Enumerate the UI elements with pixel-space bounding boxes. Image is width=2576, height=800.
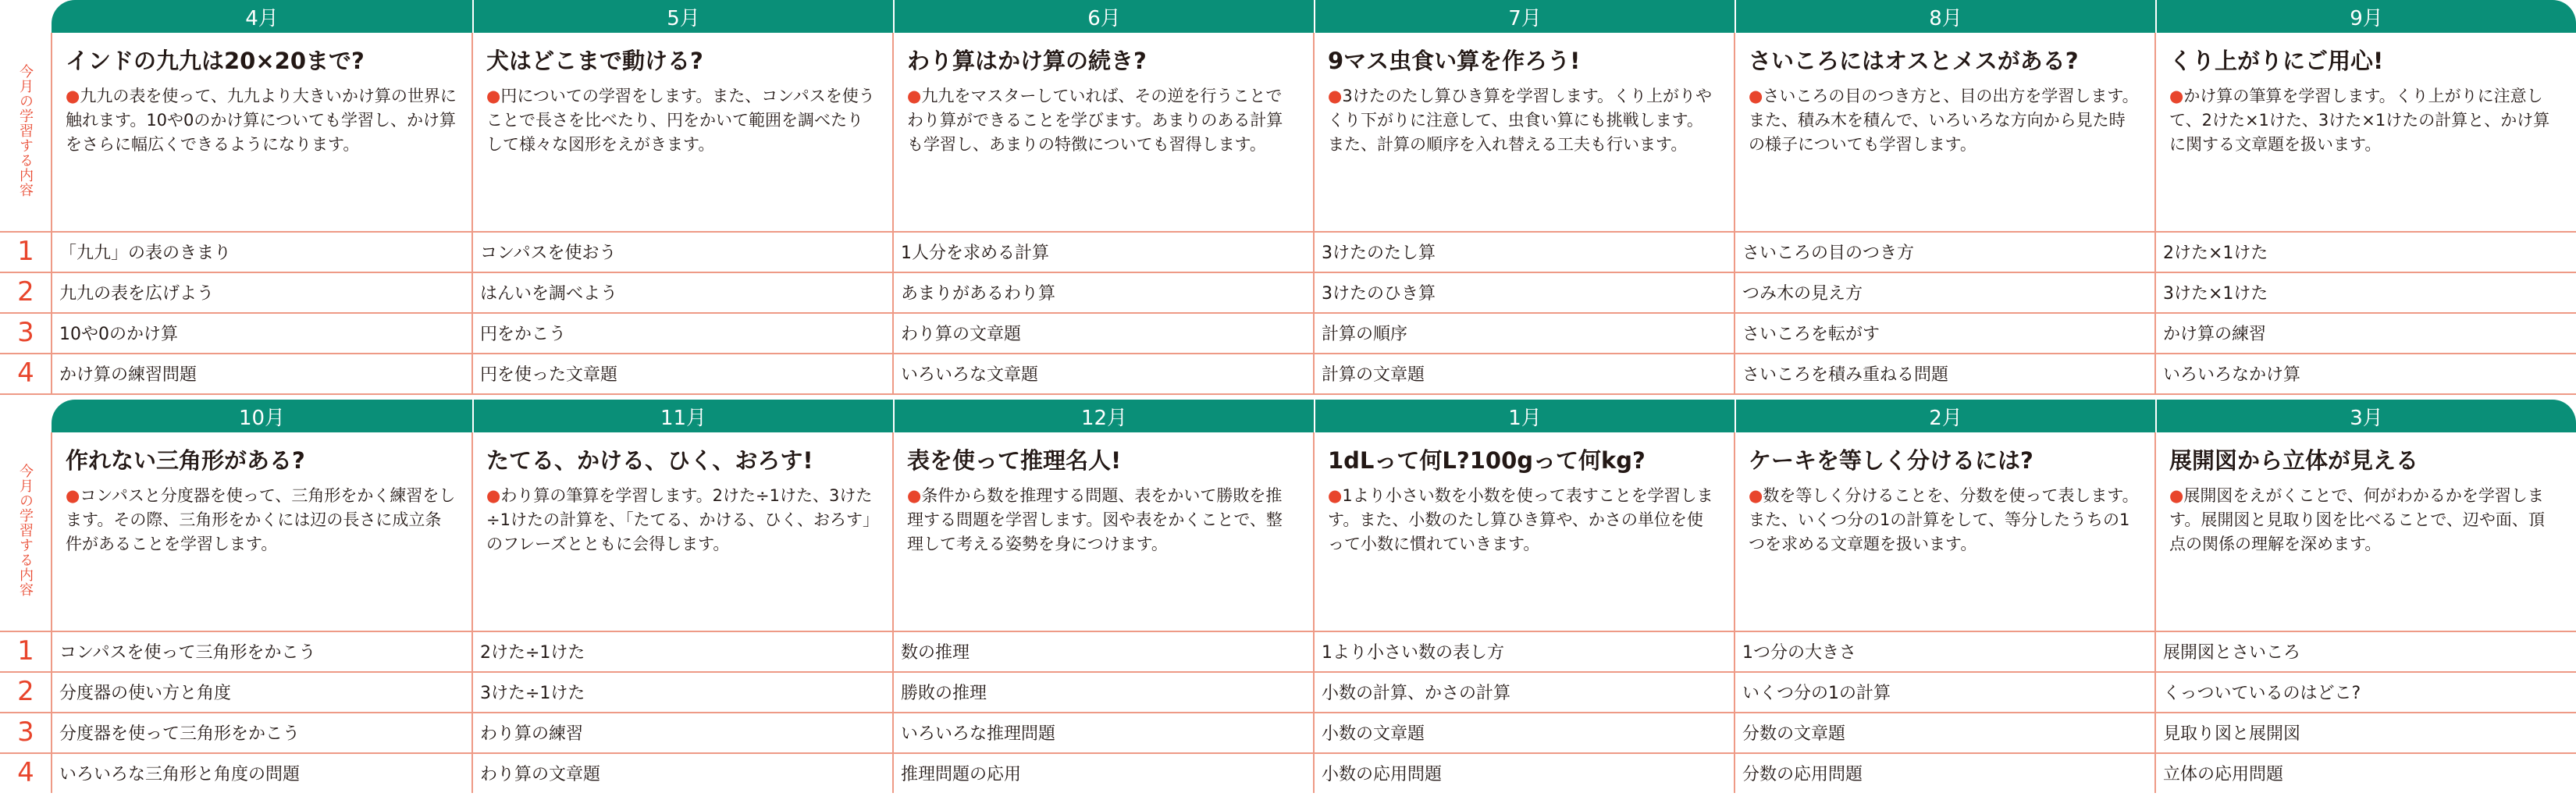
month-header: 6月 xyxy=(893,0,1314,33)
lesson-item: 小数の応用問題 xyxy=(1322,764,1443,784)
month-content xyxy=(2155,33,2576,231)
lesson-item: 数の推理 xyxy=(901,642,970,663)
lesson-title: くり上がりにご用心! xyxy=(2169,48,2384,74)
side-label xyxy=(8,33,42,228)
lesson-item: 分度器の使い方と角度 xyxy=(59,683,232,703)
bullet-icon: ● xyxy=(1749,87,1763,105)
month-content xyxy=(52,432,472,631)
row-number: 1 xyxy=(17,236,34,267)
lesson-description xyxy=(1328,484,1719,556)
lesson-description xyxy=(66,84,457,157)
lesson-item: いくつ分の1の計算 xyxy=(1742,683,1891,703)
lesson-item: いろいろな文章題 xyxy=(901,364,1039,385)
bullet-icon: ● xyxy=(66,486,80,505)
lesson-item: 3けた÷1けた xyxy=(480,683,585,703)
month-content xyxy=(1314,432,1735,631)
month-header: 5月 xyxy=(472,0,893,33)
lesson-title: たてる、かける、ひく、おろす! xyxy=(486,447,813,474)
row-number: 3 xyxy=(17,716,34,748)
lesson-item: 1より小さい数の表し方 xyxy=(1322,642,1504,663)
month-header: 12月 xyxy=(893,400,1314,432)
lesson-item: 3けたのたし算 xyxy=(1322,243,1436,263)
lesson-item: 九九の表を広げよう xyxy=(59,283,215,304)
lesson-item: わり算の文章題 xyxy=(480,764,601,784)
lesson-title: 展開図から立体が見える xyxy=(2169,447,2419,474)
lesson-item: 円を使った文章題 xyxy=(480,364,618,385)
lesson-item: 計算の文章題 xyxy=(1322,364,1425,385)
row-number: 2 xyxy=(17,276,34,308)
bullet-icon: ● xyxy=(66,87,80,105)
lesson-description-text: 円についての学習をします。また、コンパスを使うことで長さを比べたり、円をかいて範囲を調べたりして様々な図形をえがきます。 xyxy=(486,87,875,154)
month-header: 1月 xyxy=(1314,400,1735,432)
lesson-item: 3けたのひき算 xyxy=(1322,283,1436,304)
month-content xyxy=(472,33,893,231)
lesson-item: くっついているのはどこ? xyxy=(2163,683,2361,703)
lesson-item: さいころを転がす xyxy=(1742,324,1880,344)
lesson-description xyxy=(1749,484,2140,556)
lesson-item: 小数の文章題 xyxy=(1322,724,1425,744)
month-content xyxy=(1314,33,1735,231)
lesson-description xyxy=(486,84,877,157)
lesson-item: 3けた×1けた xyxy=(2163,283,2268,304)
row-number: 2 xyxy=(17,676,34,707)
bullet-icon: ● xyxy=(1328,486,1343,505)
lesson-title: ケーキを等しく分けるには? xyxy=(1749,447,2033,474)
lesson-description-text: 展開図をえがくことで、何がわかるかを学習します。展開図と見取り図を比べることで、辺や面、頂点の関係の理解を深めます。 xyxy=(2169,486,2545,553)
bullet-icon: ● xyxy=(2169,87,2184,105)
lesson-description xyxy=(907,484,1298,556)
lesson-item: 展開図とさいころ xyxy=(2163,642,2301,663)
row-number: 4 xyxy=(17,757,34,788)
lesson-title: 9マス虫食い算を作ろう! xyxy=(1328,48,1581,74)
lesson-item: 分度器を使って三角形をかこう xyxy=(59,724,301,744)
lesson-item: さいころを積み重ねる問題 xyxy=(1742,364,1949,385)
month-content xyxy=(472,432,893,631)
side-label xyxy=(8,432,42,628)
lesson-description xyxy=(486,484,877,556)
lesson-description-text: 条件から数を推理する問題、表をかいて勝敗を推理する問題を学習します。図や表をかくことで、整理して考える姿勢を身につけます。 xyxy=(907,486,1283,553)
lesson-item: はんいを調べよう xyxy=(480,283,618,304)
lesson-item: 分数の応用問題 xyxy=(1742,764,1863,784)
lesson-description-text: わり算の筆算を学習します。2けた÷1けた、3けた÷1けたの計算を、「たてる、かける、ひく、おろす」のフレーズとともに会得します。 xyxy=(486,486,873,553)
lesson-title: 1dLって何L?100gって何kg? xyxy=(1328,447,1646,474)
lesson-item: さいころの目のつき方 xyxy=(1742,243,1915,263)
lesson-title: 作れない三角形がある? xyxy=(66,447,305,474)
lesson-item: 2けた÷1けた xyxy=(480,642,585,663)
row-number: 4 xyxy=(17,357,34,389)
lesson-item: 円をかこう xyxy=(480,324,567,344)
grid-line xyxy=(0,393,2576,395)
lesson-item: かけ算の練習問題 xyxy=(59,364,197,385)
month-header: 10月 xyxy=(238,406,286,430)
month-content xyxy=(893,33,1314,231)
lesson-item: 小数の計算、かさの計算 xyxy=(1322,683,1511,703)
side-label-text: 今月の学習する内容 xyxy=(17,63,34,197)
bullet-icon: ● xyxy=(907,486,922,505)
lesson-item: あまりがあるわり算 xyxy=(901,283,1056,304)
month-content xyxy=(52,33,472,231)
month-header-row xyxy=(52,0,2576,33)
month-content xyxy=(893,432,1314,631)
lesson-description-text: 3けたのたし算ひき算を学習します。くり上がりやくり下がりに注意して、虫食い算にも挑戦します。また、計算の順序を入れ替える工夫も行います。 xyxy=(1328,87,1713,154)
lesson-description xyxy=(907,84,1298,157)
month-header: 9月 xyxy=(2155,0,2576,33)
month-header: 11月 xyxy=(472,400,893,432)
lesson-item: わり算の文章題 xyxy=(901,324,1022,344)
row-number: 3 xyxy=(17,317,34,348)
lesson-description-text: コンパスと分度器を使って、三角形をかく練習をします。その際、三角形をかくには辺の長さに成立条件があることを学習します。 xyxy=(66,486,456,553)
bullet-icon: ● xyxy=(486,87,501,105)
side-label-text: 今月の学習する内容 xyxy=(17,463,34,597)
month-header: 8月 xyxy=(1735,0,2155,33)
lesson-item: 10や0のかけ算 xyxy=(59,324,178,344)
bullet-icon: ● xyxy=(1328,87,1343,105)
lesson-description-text: 九九をマスターしていれば、その逆を行うことでわり算ができることを学びます。あまりのある計算も学習し、あまりの特徴についても習得します。 xyxy=(907,87,1283,154)
lesson-title: 表を使って推理名人! xyxy=(907,447,1122,474)
bullet-icon: ● xyxy=(907,87,922,105)
lesson-description xyxy=(1749,84,2140,157)
month-header: 2月 xyxy=(1735,400,2155,432)
lesson-item: 見取り図と展開図 xyxy=(2163,724,2301,744)
lesson-description-text: かけ算の筆算を学習します。くり上がりに注意して、2けた×1けた、3けた×1けたの計算と、かけ算に関する文章題を扱います。 xyxy=(2169,87,2550,154)
lesson-item: 計算の順序 xyxy=(1322,324,1408,344)
lesson-title: インドの九九は20×20まで? xyxy=(66,48,365,74)
lesson-item: 推理問題の応用 xyxy=(901,764,1022,784)
lesson-item: コンパスを使って三角形をかこう xyxy=(59,642,316,663)
lesson-item: 立体の応用問題 xyxy=(2163,764,2284,784)
lesson-title: わり算はかけ算の続き? xyxy=(907,48,1147,74)
bullet-icon: ● xyxy=(1749,486,1763,505)
lesson-description xyxy=(2169,484,2560,556)
bullet-icon: ● xyxy=(2169,486,2184,505)
lesson-description xyxy=(66,484,457,556)
lesson-title: 犬はどこまで動ける? xyxy=(486,48,703,74)
lesson-description-text: 数を等しく分けることを、分数を使って表します。また、いくつ分の1の計算をして、等分したうちの1つを求める文章題を扱います。 xyxy=(1749,486,2139,553)
lesson-item: 2けた×1けた xyxy=(2163,243,2268,263)
month-content xyxy=(2155,432,2576,631)
lesson-item: いろいろなかけ算 xyxy=(2163,364,2301,385)
lesson-description-text: さいころの目のつき方と、目の出方を学習します。また、積み木を積んで、いろいろな方向から見た時の様子についても学習します。 xyxy=(1749,87,2139,154)
month-header-row xyxy=(52,400,2576,432)
lesson-item: 勝敗の推理 xyxy=(901,683,987,703)
lesson-item: コンパスを使おう xyxy=(480,243,617,263)
lesson-description xyxy=(1328,84,1719,157)
lesson-item: 1つ分の大きさ xyxy=(1742,642,1856,663)
month-header: 4月 xyxy=(245,6,279,30)
lesson-title: さいころにはオスとメスがある? xyxy=(1749,48,2079,74)
lesson-item: 1人分を求める計算 xyxy=(901,243,1049,263)
lesson-item: つみ木の見え方 xyxy=(1742,283,1863,304)
month-content xyxy=(1735,432,2155,631)
lesson-item: いろいろな推理問題 xyxy=(901,724,1056,744)
bullet-icon: ● xyxy=(486,486,501,505)
lesson-item: わり算の練習 xyxy=(480,724,584,744)
lesson-description-text: 1より小さい数を小数を使って表すことを学習します。また、小数のたし算ひき算や、かさの単位を使って小数に慣れていきます。 xyxy=(1328,486,1713,553)
lesson-item: 分数の文章題 xyxy=(1742,724,1846,744)
month-header: 7月 xyxy=(1314,0,1735,33)
row-number: 1 xyxy=(17,635,34,667)
lesson-item: 「九九」の表のきまり xyxy=(59,243,232,263)
lesson-description xyxy=(2169,84,2560,157)
lesson-item: かけ算の練習 xyxy=(2163,324,2267,344)
month-content xyxy=(1735,33,2155,231)
lesson-item: いろいろな三角形と角度の問題 xyxy=(59,764,301,784)
month-header: 3月 xyxy=(2155,400,2576,432)
lesson-description-text: 九九の表を使って、九九より大きいかけ算の世界に触れます。10や0のかけ算についても学習し、かけ算をさらに幅広くできるようになります。 xyxy=(66,87,457,154)
